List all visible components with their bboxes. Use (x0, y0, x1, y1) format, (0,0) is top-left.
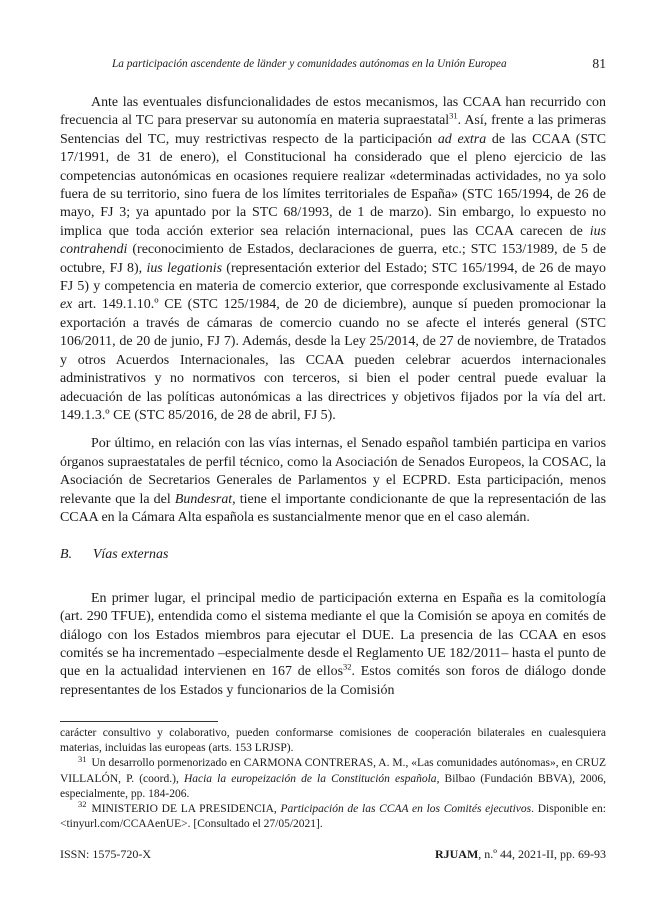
issn: ISSN: 1575-720-X (60, 847, 152, 861)
text-run: , Bilbao (Fundación BBVA), 2006, especialmente, pp. 184-206. (60, 772, 607, 800)
running-header (60, 58, 606, 76)
paragraph-comitologia (60, 590, 606, 700)
italic-term: Bundesrat (174, 491, 233, 507)
text-run: Ante las eventuales disfuncionalidades de estos mecanismos, las CCAA han recurrido con frecuencia al TC para preservar su autonomía en materia supraestatal (60, 95, 606, 129)
text-run: de las CCAA (STC 17/1991, de 31 de enero), el Constitucional ha considerado que el pleno ejercicio de las competencias autonómicas en ocasiones requiere realizar «determinadas actividades, no ya solo fuera de su territorio, sino fuera de los límites territoriales de España» (STC 165/1994, de 26 de mayo, FJ 3; ya apuntado por la STC 68/1993, de 1 de marzo). Sin embargo, lo expuesto no implica que toda acción exterior sea relación internacional, pues las CCAA carecen de (60, 131, 607, 239)
italic-term: ex (60, 297, 73, 313)
body-text (60, 94, 606, 700)
page-number: 81 (592, 56, 606, 71)
text-run: Por último, en relación con las vías internas, el Senado español también participa en varios órganos supraestatales de perfil técnico, como la Asociación de Senados Europeos, la COSAC, la Asociación de Secretarios Generales de Parlamentos y el ECPRD. Esta participación, menos relevante que la del (60, 436, 606, 507)
running-title: La participación ascendente de länder y comunidades autónomas en la Unión Europea (112, 58, 507, 70)
section-letter: B. (60, 547, 72, 563)
footnotes (60, 726, 606, 832)
journal-citation (435, 847, 606, 862)
text-run: MINISTERIO DE LA PRESIDENCIA, (91, 803, 281, 816)
footnote-31 (60, 753, 607, 802)
text-run: . Así, frente a las primeras Sentencias del TC, muy restrictivas respecto de la participación (60, 113, 606, 147)
journal-name: RJUAM (434, 847, 479, 861)
paragraph-senado (60, 435, 606, 527)
text-run: En primer lugar, el principal medio de participación externa en España es la comitología (art. 290 TFUE), entendida como el sistema mediante el que la Comisión se apoya en comités de diálogo con los Estados miembros para ejecutar el DUE. La presencia de las CCAA en esos comités se ha incrementado –especialmente desde el Reglamento UE 182/2011– hasta el punto de que en la actualidad intervienen en 167 de ellos (60, 590, 606, 680)
journal-details: , n.º 44, 2021-II, pp. 69-93 (478, 847, 606, 861)
text-run: . Estos comités son foros de diálogo donde representantes de los Estados y funcionarios de la Comisión (60, 664, 606, 698)
italic-title: Participación de las CCAA en los Comités ejecutivos (280, 803, 532, 816)
footnote-number: 31 (78, 753, 87, 764)
section-title: Vías externas (92, 547, 169, 563)
text-run: . Disponible en: <tinyurl.com/CCAAenUE>. [Consultado el 27/05/2021]. (60, 803, 606, 831)
footnote-ref-32[interactable]: 32 (343, 661, 352, 672)
text-run: (representación exterior del Estado; STC 165/1994, de 26 de mayo FJ 5) y competencia en materia de comercio exterior, que corresponde exclusivamente al Estado (60, 260, 606, 295)
footnote-ref-31[interactable]: 31 (449, 110, 458, 121)
section-heading (60, 546, 606, 564)
text-run: , tiene el importante condicionante de que la representación de las CCAA en la Cámara Alta española es sustancialmente menor que en el caso alemán. (60, 491, 606, 525)
footnote-32 (60, 799, 606, 832)
footnote-continuation: carácter consultivo y colaborativo, pueden conformarse comisiones de cooperación bilaterales en cualesquiera materias, incluidas las europeas (arts. 153 LRJSP). (60, 727, 606, 755)
text-run: art. 149.1.10.º CE (STC 125/1984, de 20 de diciembre), aunque sí pueden promocionar la exportación a través de cámaras de comercio cuando no se afecte el interés general (STC 106/2011, de 20 de junio, FJ 7). Además, desde la Ley 25/2014, de 27 de noviembre, de Tratados y otros Acuerdos Internacionales, las CCAA pueden celebrar acuerdos internacionales administrativos y no normativos con terceros, si bien el poder central puede evaluar la adecuación de las políticas autonómicas a las directrices y objetivos fijados por la vía del art. 149.1.3.º CE (STC 85/2016, de 28 de abril, FJ 5). (60, 297, 606, 423)
italic-term: ius legationis (146, 260, 222, 276)
text-run: (reconocimiento de Estados, declaraciones de guerra, etc.; STC 153/1989, de 5 de octubre, FJ 8), (60, 242, 606, 276)
footnote-number: 32 (78, 799, 87, 810)
italic-title: Hacia la europeización de la Constitución española (183, 772, 437, 785)
italic-term: ad extra (437, 131, 487, 147)
text-run: Un desarrollo pormenorizado en CARMONA CONTRERAS, A. M., «Las comunidades autónomas», en CRUZ VILLALÓN, P. (coord.), (60, 757, 606, 785)
paragraph-ccaa-tc (60, 94, 606, 425)
footnote-divider (60, 721, 218, 722)
italic-term: ius contrahendi (60, 223, 606, 258)
